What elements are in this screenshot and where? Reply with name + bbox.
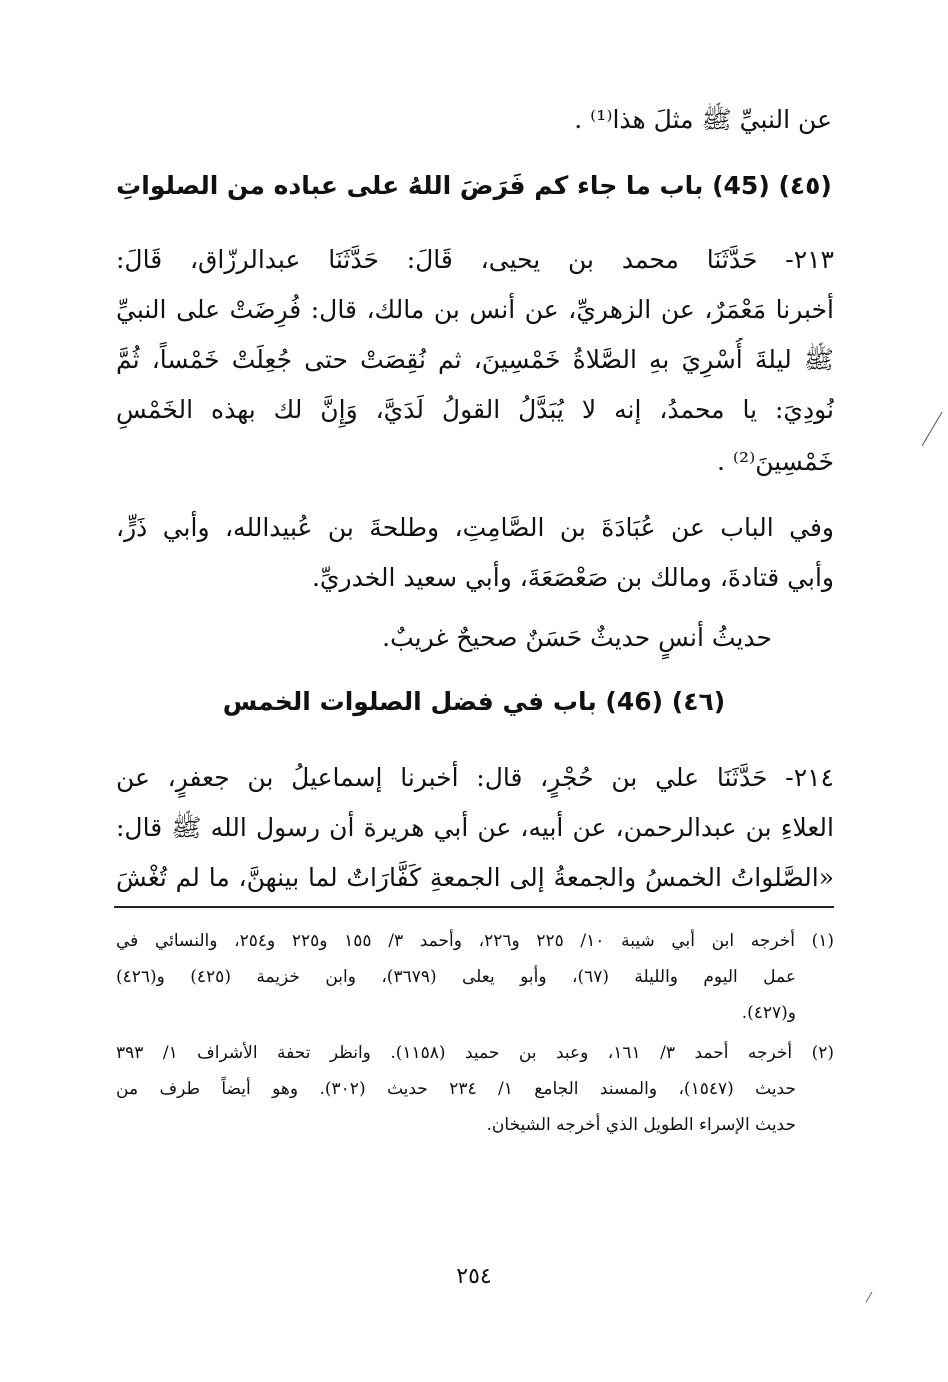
hadith-214-line-3: «الصَّلواتُ الخمسُ والجمعةُ إلى الجمعةِ كَفَّارَاتٌ لما بينهنَّ، ما لم تُغْشَ	[116, 863, 834, 892]
hadith-213-line-3: ﷺ ليلةَ أُسْرِيَ بهِ الصَّلاةُ خَمْسِينَ، ثم نُقِصَتْ حتى جُعِلَتْ خَمْساً، ثُمَّ	[116, 345, 834, 374]
hadith-213-line-5: خَمْسِينَ⁽²⁾ .	[716, 447, 834, 476]
footnote-2-line-3: حديث الإسراء الطويل الذي أخرجه الشيخان.	[486, 1115, 796, 1135]
footnote-1-line-3: و(٤٢٧).	[741, 1003, 796, 1023]
footnote-separator	[114, 906, 834, 908]
hadith-214-line-2: العلاءِ بن عبدالرحمن، عن أبيه، عن أبي هريرة أن رسول الله ﷺ قال:	[116, 813, 834, 842]
hadith-ruling: حديثُ أنسٍ حديثٌ حَسَنٌ صحيحٌ غريبٌ.	[382, 623, 772, 652]
wafil-bab-line-2: وأبي قتادةَ، ومالك بن صَعْصَعَةَ، وأبي سعيد الخدريِّ.	[311, 563, 834, 592]
footnote-1-line-1: (١) أخرجه ابن أبي شيبة ١٠/ ٢٢٥ و٢٢٦، وأحمد ٣/ ١٥٥ و٢٢٥ و٢٥٤، والنسائي في	[116, 931, 834, 951]
hadith-213-line-1: ٢١٣- حَدَّثَنَا محمد بن يحيى، قَالَ: حَدَّثَنَا عبدالرزّاق، قَالَ:	[116, 245, 834, 274]
hadith-214-line-1: ٢١٤- حَدَّثَنَا علي بن حُجْرٍ، قال: أخبرنا إسماعيلُ بن جعفرٍ، عن	[116, 763, 834, 792]
margin-scan-mark	[918, 410, 944, 450]
footnote-1-line-2: عمل اليوم والليلة (٦٧)، وأبو يعلى (٣٦٧٩)، وابن خزيمة (٤٢٥) و(٤٢٦)	[116, 967, 796, 987]
footnote-2-line-2: حديث (١٥٤٧)، والمسند الجامع ١/ ٢٣٤ حديث (٣٠٢). وهو أيضاً طرف من	[116, 1079, 796, 1099]
hadith-213-line-2: أخبرنا مَعْمَرٌ، عن الزهريِّ، عن أنس بن مالك، قال: فُرِضَتْ على النبيِّ	[116, 295, 834, 324]
hadith-213-line-4: نُودِيَ: يا محمدُ، إنه لا يُبَدَّلُ القولُ لَدَيَّ، وَإِنَّ لك بهذه الخَمْسِ	[116, 395, 834, 424]
chapter-heading-45: (٤٥) (45) باب ما جاء كم فَرَضَ اللهُ على عباده من الصلواتِ	[116, 171, 832, 200]
chapter-heading-46: (٤٦) (46) باب في فضل الصلوات الخمس	[222, 687, 726, 716]
wafil-bab-line-1: وفي الباب عن عُبَادَةَ بن الصَّامِتِ، وطلحةَ بن عُبيدالله، وأبي ذَرٍّ،	[116, 513, 834, 542]
footnote-2-line-1: (٢) أخرجه أحمد ٣/ ١٦١، وعبد بن حميد (١١٥٨). وانظر تحفة الأشراف ١/ ٣٩٣	[116, 1043, 834, 1063]
page-number: ٢٥٤	[456, 1264, 492, 1289]
continued-text-line: عن النبيِّ ﷺ مثلَ هذا⁽¹⁾ .	[574, 105, 832, 134]
margin-scan-mark-bottom	[862, 1290, 874, 1306]
